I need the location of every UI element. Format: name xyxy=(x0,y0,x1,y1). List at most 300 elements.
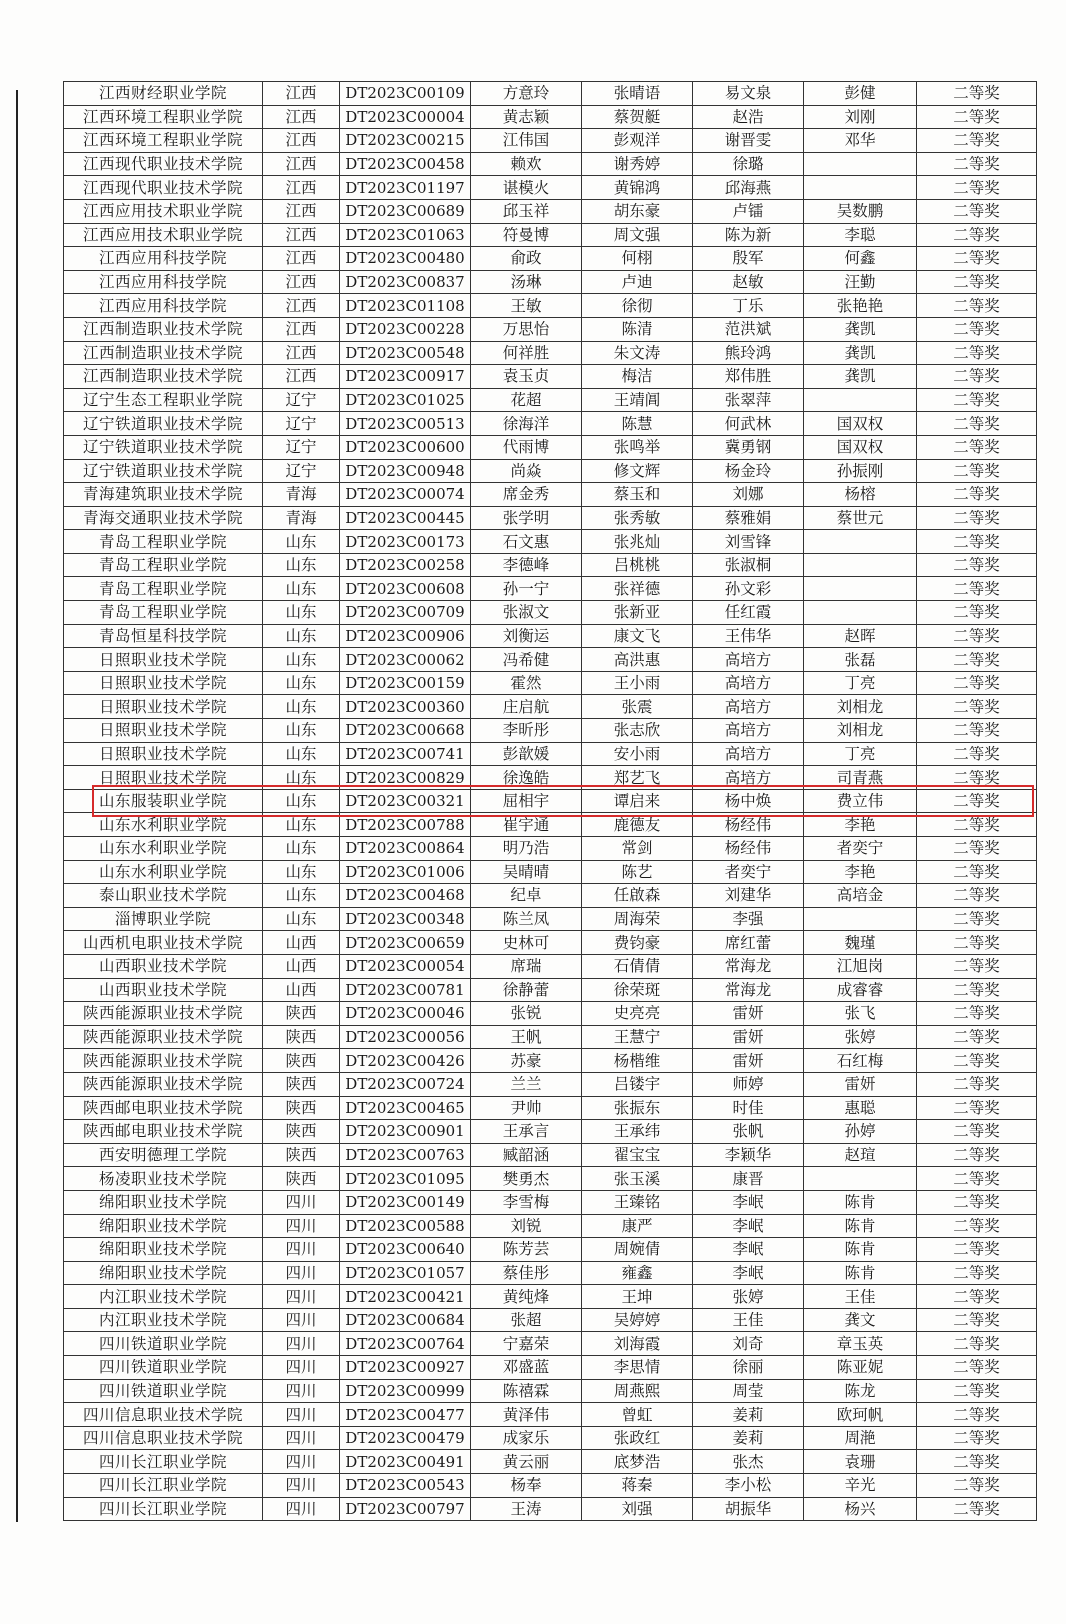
team-id-cell: DT2023C00948 xyxy=(340,459,471,483)
table-row xyxy=(64,789,1037,813)
province-cell: 江西 xyxy=(263,341,340,365)
team-id-cell: DT2023C00074 xyxy=(340,483,471,507)
school-cell: 江西环境工程职业学院 xyxy=(64,105,263,129)
award-cell: 二等奖 xyxy=(917,766,1037,790)
advisor-2-cell xyxy=(804,388,917,412)
advisor-2-cell: 龚文 xyxy=(804,1308,917,1332)
team-id-cell: DT2023C00689 xyxy=(340,199,471,223)
award-cell: 二等奖 xyxy=(917,459,1037,483)
team-id-cell: DT2023C01095 xyxy=(340,1167,471,1191)
advisor-2-cell: 汪勤 xyxy=(804,270,917,294)
team-id-cell: DT2023C00709 xyxy=(340,601,471,625)
school-cell: 山东水利职业学院 xyxy=(64,837,263,861)
advisor-1-cell: 郑伟胜 xyxy=(693,365,804,389)
advisor-2-cell: 陈肯 xyxy=(804,1190,917,1214)
team-id-cell: DT2023C00056 xyxy=(340,1025,471,1049)
award-cell: 二等奖 xyxy=(917,837,1037,861)
advisor-2-cell: 杨榕 xyxy=(804,483,917,507)
advisor-1-cell: 常海龙 xyxy=(693,954,804,978)
province-cell: 山西 xyxy=(263,931,340,955)
award-cell: 二等奖 xyxy=(917,1497,1037,1521)
province-cell: 四川 xyxy=(263,1308,340,1332)
advisor-2-cell: 龚凯 xyxy=(804,365,917,389)
advisor-1-cell: 者奕宁 xyxy=(693,860,804,884)
member-1-cell: 俞政 xyxy=(471,247,582,271)
province-cell: 山东 xyxy=(263,789,340,813)
award-cell: 二等奖 xyxy=(917,435,1037,459)
school-cell: 江西应用技术职业学院 xyxy=(64,199,263,223)
advisor-1-cell: 刘奇 xyxy=(693,1332,804,1356)
member-1-cell: 刘锐 xyxy=(471,1214,582,1238)
member-1-cell: 宁嘉荣 xyxy=(471,1332,582,1356)
advisor-1-cell: 周莹 xyxy=(693,1379,804,1403)
province-cell: 四川 xyxy=(263,1403,340,1427)
member-2-cell: 徐荣斑 xyxy=(582,978,693,1002)
school-cell: 日照职业技术学院 xyxy=(64,671,263,695)
member-2-cell: 彭观洋 xyxy=(582,129,693,153)
table-row xyxy=(64,223,1037,247)
province-cell: 陕西 xyxy=(263,1002,340,1026)
province-cell: 山东 xyxy=(263,813,340,837)
school-cell: 西安明德理工学院 xyxy=(64,1143,263,1167)
member-2-cell: 康严 xyxy=(582,1214,693,1238)
award-cell: 二等奖 xyxy=(917,530,1037,554)
school-cell: 江西应用科技学院 xyxy=(64,270,263,294)
team-id-cell: DT2023C00763 xyxy=(340,1143,471,1167)
school-cell: 陕西能源职业技术学院 xyxy=(64,1025,263,1049)
advisor-2-cell: 辛光 xyxy=(804,1474,917,1498)
member-1-cell: 黄志颖 xyxy=(471,105,582,129)
school-cell: 陕西能源职业技术学院 xyxy=(64,1072,263,1096)
member-1-cell: 石文惠 xyxy=(471,530,582,554)
school-cell: 内江职业技术学院 xyxy=(64,1285,263,1309)
member-2-cell: 曾虹 xyxy=(582,1403,693,1427)
advisor-2-cell: 孙婷 xyxy=(804,1120,917,1144)
member-1-cell: 袁玉贞 xyxy=(471,365,582,389)
advisor-1-cell: 雷妍 xyxy=(693,1002,804,1026)
school-cell: 日照职业技术学院 xyxy=(64,648,263,672)
table-row xyxy=(64,624,1037,648)
school-cell: 陕西邮电职业技术学院 xyxy=(64,1120,263,1144)
team-id-cell: DT2023C00491 xyxy=(340,1450,471,1474)
table-row xyxy=(64,105,1037,129)
award-cell: 二等奖 xyxy=(917,1190,1037,1214)
team-id-cell: DT2023C00781 xyxy=(340,978,471,1002)
team-id-cell: DT2023C00348 xyxy=(340,907,471,931)
advisor-1-cell: 熊玲鸿 xyxy=(693,341,804,365)
team-id-cell: DT2023C01063 xyxy=(340,223,471,247)
advisor-1-cell: 师婷 xyxy=(693,1072,804,1096)
advisor-1-cell: 高培方 xyxy=(693,742,804,766)
member-2-cell: 翟宝宝 xyxy=(582,1143,693,1167)
member-1-cell: 江伟国 xyxy=(471,129,582,153)
advisor-1-cell: 赵浩 xyxy=(693,105,804,129)
table-row xyxy=(64,766,1037,790)
advisor-2-cell: 李聪 xyxy=(804,223,917,247)
page-left-rule xyxy=(16,90,18,1522)
school-cell: 青岛工程职业学院 xyxy=(64,553,263,577)
school-cell: 青岛工程职业学院 xyxy=(64,530,263,554)
award-cell: 二等奖 xyxy=(917,624,1037,648)
province-cell: 四川 xyxy=(263,1379,340,1403)
award-cell: 二等奖 xyxy=(917,1379,1037,1403)
member-2-cell: 杨楷维 xyxy=(582,1049,693,1073)
team-id-cell: DT2023C00468 xyxy=(340,884,471,908)
advisor-1-cell: 高培方 xyxy=(693,671,804,695)
award-cell: 二等奖 xyxy=(917,695,1037,719)
advisor-1-cell: 常海龙 xyxy=(693,978,804,1002)
advisor-2-cell xyxy=(804,577,917,601)
award-cell: 二等奖 xyxy=(917,82,1037,106)
award-cell: 二等奖 xyxy=(917,152,1037,176)
advisor-2-cell: 龚凯 xyxy=(804,317,917,341)
award-cell: 二等奖 xyxy=(917,553,1037,577)
member-1-cell: 万思怡 xyxy=(471,317,582,341)
advisor-1-cell: 高培方 xyxy=(693,648,804,672)
advisor-2-cell xyxy=(804,1167,917,1191)
advisor-1-cell: 李岷 xyxy=(693,1214,804,1238)
advisor-1-cell: 刘建华 xyxy=(693,884,804,908)
advisor-2-cell: 惠聪 xyxy=(804,1096,917,1120)
table-row xyxy=(64,435,1037,459)
award-cell: 二等奖 xyxy=(917,1002,1037,1026)
team-id-cell: DT2023C00445 xyxy=(340,506,471,530)
award-cell: 二等奖 xyxy=(917,813,1037,837)
member-1-cell: 孙一宁 xyxy=(471,577,582,601)
school-cell: 四川铁道职业学院 xyxy=(64,1356,263,1380)
team-id-cell: DT2023C00228 xyxy=(340,317,471,341)
member-1-cell: 霍然 xyxy=(471,671,582,695)
table-row xyxy=(64,884,1037,908)
school-cell: 江西环境工程职业学院 xyxy=(64,129,263,153)
team-id-cell: DT2023C00173 xyxy=(340,530,471,554)
member-2-cell: 胡东豪 xyxy=(582,199,693,223)
advisor-2-cell: 彭健 xyxy=(804,82,917,106)
table-row xyxy=(64,671,1037,695)
advisor-1-cell: 卢镭 xyxy=(693,199,804,223)
member-2-cell: 刘海霞 xyxy=(582,1332,693,1356)
member-1-cell: 兰兰 xyxy=(471,1072,582,1096)
advisor-1-cell: 张杰 xyxy=(693,1450,804,1474)
table-row xyxy=(64,412,1037,436)
advisor-1-cell: 谢晋雯 xyxy=(693,129,804,153)
advisor-1-cell: 李岷 xyxy=(693,1238,804,1262)
table-row xyxy=(64,907,1037,931)
member-1-cell: 蔡佳彤 xyxy=(471,1261,582,1285)
province-cell: 陕西 xyxy=(263,1167,340,1191)
advisor-2-cell: 江旭岗 xyxy=(804,954,917,978)
team-id-cell: DT2023C01197 xyxy=(340,176,471,200)
award-cell: 二等奖 xyxy=(917,1167,1037,1191)
advisor-2-cell: 刘刚 xyxy=(804,105,917,129)
award-cell: 二等奖 xyxy=(917,1049,1037,1073)
award-cell: 二等奖 xyxy=(917,1308,1037,1332)
advisor-2-cell xyxy=(804,601,917,625)
award-cell: 二等奖 xyxy=(917,129,1037,153)
member-2-cell: 任啟森 xyxy=(582,884,693,908)
advisor-2-cell: 陈肯 xyxy=(804,1238,917,1262)
advisor-2-cell: 张婷 xyxy=(804,1025,917,1049)
province-cell: 陕西 xyxy=(263,1025,340,1049)
advisor-2-cell: 丁亮 xyxy=(804,671,917,695)
team-id-cell: DT2023C00864 xyxy=(340,837,471,861)
table-row xyxy=(64,176,1037,200)
member-2-cell: 底梦浩 xyxy=(582,1450,693,1474)
province-cell: 四川 xyxy=(263,1450,340,1474)
province-cell: 辽宁 xyxy=(263,459,340,483)
member-1-cell: 徐静蕾 xyxy=(471,978,582,1002)
member-2-cell: 黄锦鸿 xyxy=(582,176,693,200)
table-row xyxy=(64,978,1037,1002)
advisor-2-cell: 龚凯 xyxy=(804,341,917,365)
school-cell: 江西制造职业技术学院 xyxy=(64,317,263,341)
award-cell: 二等奖 xyxy=(917,1356,1037,1380)
team-id-cell: DT2023C00668 xyxy=(340,719,471,743)
award-cell: 二等奖 xyxy=(917,1143,1037,1167)
advisor-1-cell: 张翠萍 xyxy=(693,388,804,412)
award-cell: 二等奖 xyxy=(917,860,1037,884)
province-cell: 山东 xyxy=(263,884,340,908)
advisor-2-cell: 赵晖 xyxy=(804,624,917,648)
table-row xyxy=(64,1261,1037,1285)
table-row xyxy=(64,1426,1037,1450)
school-cell: 青海建筑职业技术学院 xyxy=(64,483,263,507)
award-cell: 二等奖 xyxy=(917,1426,1037,1450)
school-cell: 江西应用科技学院 xyxy=(64,294,263,318)
advisor-2-cell: 欧珂帆 xyxy=(804,1403,917,1427)
member-1-cell: 符曼博 xyxy=(471,223,582,247)
award-cell: 二等奖 xyxy=(917,954,1037,978)
province-cell: 四川 xyxy=(263,1332,340,1356)
advisor-1-cell: 徐璐 xyxy=(693,152,804,176)
school-cell: 内江职业技术学院 xyxy=(64,1308,263,1332)
advisor-1-cell: 高培方 xyxy=(693,766,804,790)
table-row xyxy=(64,695,1037,719)
member-2-cell: 王承纬 xyxy=(582,1120,693,1144)
advisor-2-cell: 刘相龙 xyxy=(804,695,917,719)
team-id-cell: DT2023C00837 xyxy=(340,270,471,294)
advisor-2-cell: 国双权 xyxy=(804,435,917,459)
advisor-1-cell: 姜莉 xyxy=(693,1403,804,1427)
team-id-cell: DT2023C00004 xyxy=(340,105,471,129)
member-2-cell: 谢秀婷 xyxy=(582,152,693,176)
team-id-cell: DT2023C00829 xyxy=(340,766,471,790)
award-cell: 二等奖 xyxy=(917,105,1037,129)
team-id-cell: DT2023C00927 xyxy=(340,1356,471,1380)
school-cell: 绵阳职业技术学院 xyxy=(64,1190,263,1214)
province-cell: 山东 xyxy=(263,695,340,719)
team-id-cell: DT2023C00608 xyxy=(340,577,471,601)
advisor-1-cell: 蔡雅娟 xyxy=(693,506,804,530)
member-2-cell: 王臻铭 xyxy=(582,1190,693,1214)
member-1-cell: 邓盛蓝 xyxy=(471,1356,582,1380)
team-id-cell: DT2023C00421 xyxy=(340,1285,471,1309)
member-1-cell: 刘衡运 xyxy=(471,624,582,648)
table-row xyxy=(64,270,1037,294)
member-2-cell: 鹿德友 xyxy=(582,813,693,837)
school-cell: 山西机电职业技术学院 xyxy=(64,931,263,955)
advisor-2-cell: 章玉英 xyxy=(804,1332,917,1356)
school-cell: 日照职业技术学院 xyxy=(64,719,263,743)
team-id-cell: DT2023C00046 xyxy=(340,1002,471,1026)
advisor-1-cell: 王伟华 xyxy=(693,624,804,648)
team-id-cell: DT2023C01108 xyxy=(340,294,471,318)
member-1-cell: 代雨博 xyxy=(471,435,582,459)
school-cell: 四川信息职业技术学院 xyxy=(64,1403,263,1427)
table-row xyxy=(64,1332,1037,1356)
advisor-1-cell: 时佳 xyxy=(693,1096,804,1120)
province-cell: 江西 xyxy=(263,129,340,153)
province-cell: 辽宁 xyxy=(263,388,340,412)
advisor-1-cell: 胡振华 xyxy=(693,1497,804,1521)
advisor-2-cell: 陈肯 xyxy=(804,1261,917,1285)
member-2-cell: 蒋秦 xyxy=(582,1474,693,1498)
member-2-cell: 卢迪 xyxy=(582,270,693,294)
advisor-1-cell: 易文泉 xyxy=(693,82,804,106)
award-cell: 二等奖 xyxy=(917,1072,1037,1096)
table-row xyxy=(64,931,1037,955)
school-cell: 四川长江职业学院 xyxy=(64,1497,263,1521)
advisor-2-cell: 张艳艳 xyxy=(804,294,917,318)
member-1-cell: 汤琳 xyxy=(471,270,582,294)
school-cell: 陕西能源职业技术学院 xyxy=(64,1049,263,1073)
table-row xyxy=(64,459,1037,483)
school-cell: 江西制造职业技术学院 xyxy=(64,365,263,389)
member-1-cell: 王涛 xyxy=(471,1497,582,1521)
province-cell: 四川 xyxy=(263,1497,340,1521)
school-cell: 江西应用科技学院 xyxy=(64,247,263,271)
team-id-cell: DT2023C00917 xyxy=(340,365,471,389)
advisor-1-cell: 丁乐 xyxy=(693,294,804,318)
province-cell: 山东 xyxy=(263,553,340,577)
award-cell: 二等奖 xyxy=(917,1120,1037,1144)
school-cell: 青岛恒星科技学院 xyxy=(64,624,263,648)
table-row xyxy=(64,1190,1037,1214)
member-2-cell: 何栩 xyxy=(582,247,693,271)
team-id-cell: DT2023C00215 xyxy=(340,129,471,153)
member-1-cell: 黄云丽 xyxy=(471,1450,582,1474)
team-id-cell: DT2023C00741 xyxy=(340,742,471,766)
member-2-cell: 张志欣 xyxy=(582,719,693,743)
table-row xyxy=(64,1238,1037,1262)
award-cell: 二等奖 xyxy=(917,223,1037,247)
advisor-1-cell: 高培方 xyxy=(693,695,804,719)
member-2-cell: 谭启来 xyxy=(582,789,693,813)
team-id-cell: DT2023C00465 xyxy=(340,1096,471,1120)
member-2-cell: 朱文涛 xyxy=(582,341,693,365)
award-cell: 二等奖 xyxy=(917,1403,1037,1427)
advisor-2-cell: 周滟 xyxy=(804,1426,917,1450)
member-2-cell: 吕桃桃 xyxy=(582,553,693,577)
member-1-cell: 花超 xyxy=(471,388,582,412)
table-row xyxy=(64,506,1037,530)
member-1-cell: 陈兰凤 xyxy=(471,907,582,931)
member-2-cell: 周婉倩 xyxy=(582,1238,693,1262)
member-1-cell: 吴晴晴 xyxy=(471,860,582,884)
advisor-1-cell: 杨经伟 xyxy=(693,813,804,837)
advisor-1-cell: 任红霞 xyxy=(693,601,804,625)
member-1-cell: 席金秀 xyxy=(471,483,582,507)
award-cell: 二等奖 xyxy=(917,1474,1037,1498)
member-2-cell: 安小雨 xyxy=(582,742,693,766)
team-id-cell: DT2023C00797 xyxy=(340,1497,471,1521)
advisor-2-cell: 张飞 xyxy=(804,1002,917,1026)
school-cell: 四川铁道职业学院 xyxy=(64,1379,263,1403)
member-2-cell: 史亮亮 xyxy=(582,1002,693,1026)
school-cell: 山东水利职业学院 xyxy=(64,860,263,884)
advisor-2-cell: 司青燕 xyxy=(804,766,917,790)
member-2-cell: 李思情 xyxy=(582,1356,693,1380)
team-id-cell: DT2023C00600 xyxy=(340,435,471,459)
member-2-cell: 张鸣举 xyxy=(582,435,693,459)
member-2-cell: 康文飞 xyxy=(582,624,693,648)
team-id-cell: DT2023C00906 xyxy=(340,624,471,648)
award-cell: 二等奖 xyxy=(917,341,1037,365)
province-cell: 山东 xyxy=(263,837,340,861)
province-cell: 陕西 xyxy=(263,1096,340,1120)
team-id-cell: DT2023C00684 xyxy=(340,1308,471,1332)
advisor-1-cell: 赵敏 xyxy=(693,270,804,294)
member-2-cell: 王小雨 xyxy=(582,671,693,695)
advisor-1-cell: 李颖华 xyxy=(693,1143,804,1167)
award-cell: 二等奖 xyxy=(917,365,1037,389)
member-2-cell: 张祥德 xyxy=(582,577,693,601)
award-cell: 二等奖 xyxy=(917,1025,1037,1049)
advisor-1-cell: 徐丽 xyxy=(693,1356,804,1380)
member-2-cell: 刘强 xyxy=(582,1497,693,1521)
table-row xyxy=(64,1096,1037,1120)
advisor-1-cell: 李岷 xyxy=(693,1261,804,1285)
team-id-cell: DT2023C00480 xyxy=(340,247,471,271)
team-id-cell: DT2023C01057 xyxy=(340,1261,471,1285)
province-cell: 江西 xyxy=(263,152,340,176)
advisor-1-cell: 张帆 xyxy=(693,1120,804,1144)
school-cell: 日照职业技术学院 xyxy=(64,695,263,719)
table-row xyxy=(64,1072,1037,1096)
member-2-cell: 张新亚 xyxy=(582,601,693,625)
member-2-cell: 徐彻 xyxy=(582,294,693,318)
table-row xyxy=(64,1049,1037,1073)
award-cell: 二等奖 xyxy=(917,978,1037,1002)
province-cell: 江西 xyxy=(263,365,340,389)
table-row xyxy=(64,719,1037,743)
school-cell: 青岛工程职业学院 xyxy=(64,577,263,601)
team-id-cell: DT2023C00109 xyxy=(340,82,471,106)
advisor-2-cell: 邓华 xyxy=(804,129,917,153)
province-cell: 四川 xyxy=(263,1474,340,1498)
member-2-cell: 蔡玉和 xyxy=(582,483,693,507)
province-cell: 江西 xyxy=(263,247,340,271)
advisor-2-cell: 张磊 xyxy=(804,648,917,672)
province-cell: 四川 xyxy=(263,1190,340,1214)
advisor-2-cell: 陈亚妮 xyxy=(804,1356,917,1380)
province-cell: 四川 xyxy=(263,1285,340,1309)
team-id-cell: DT2023C00548 xyxy=(340,341,471,365)
member-2-cell: 郑艺飞 xyxy=(582,766,693,790)
table-row xyxy=(64,530,1037,554)
table-row xyxy=(64,294,1037,318)
advisor-1-cell: 张淑桐 xyxy=(693,553,804,577)
award-table-body xyxy=(64,82,1037,1521)
school-cell: 陕西邮电职业技术学院 xyxy=(64,1096,263,1120)
member-1-cell: 崔宇通 xyxy=(471,813,582,837)
member-2-cell: 蔡贺艇 xyxy=(582,105,693,129)
table-row xyxy=(64,199,1037,223)
advisor-2-cell: 丁亮 xyxy=(804,742,917,766)
advisor-2-cell: 吴数鹏 xyxy=(804,199,917,223)
team-id-cell: DT2023C00258 xyxy=(340,553,471,577)
school-cell: 绵阳职业技术学院 xyxy=(64,1214,263,1238)
